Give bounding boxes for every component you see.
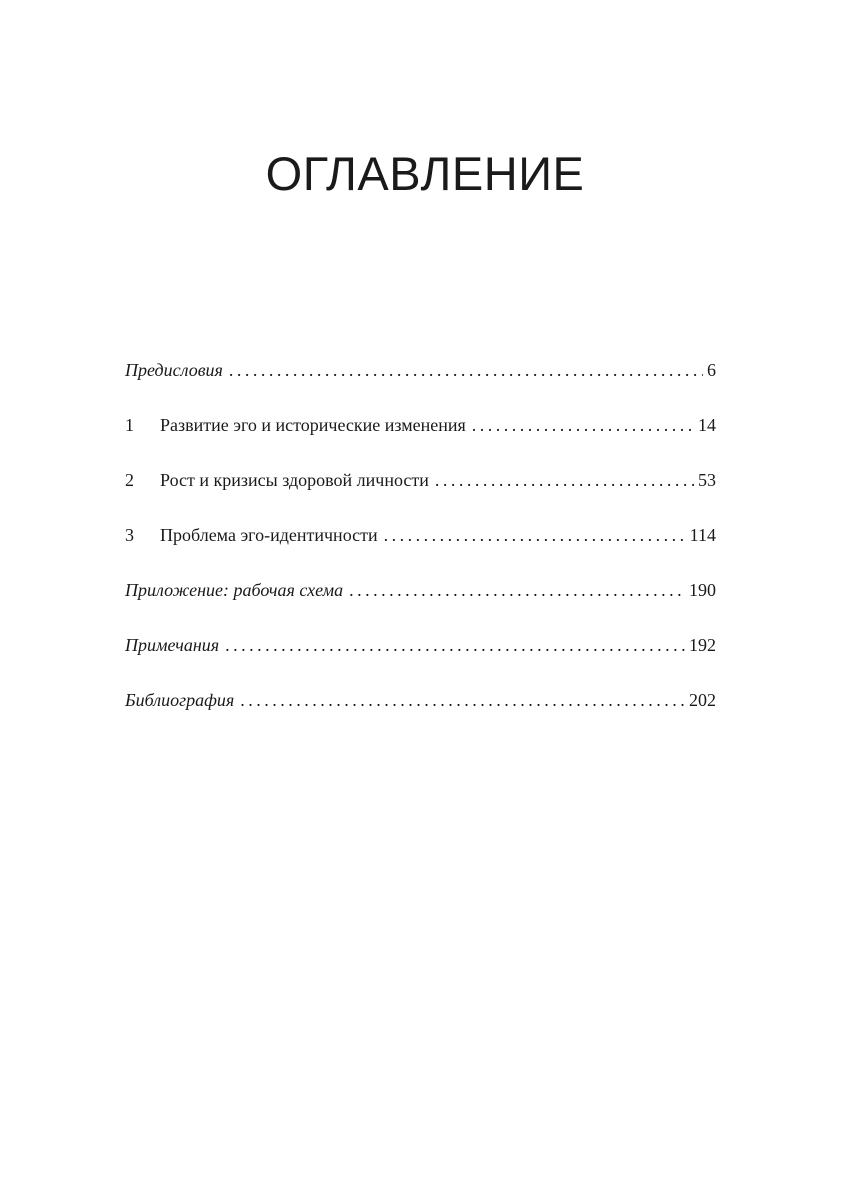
dot-leader [240, 685, 685, 715]
toc-entry-label: Библиография [125, 690, 235, 710]
dot-leader [472, 410, 694, 440]
toc-entry-number: 1 [125, 415, 134, 435]
toc-entry-page: 114 [689, 525, 716, 545]
page-title: ОГЛАВЛЕНИЕ [265, 147, 585, 200]
toc-entry-label: Рост и кризисы здоровой личности [160, 470, 429, 490]
toc-entry-label: Примечания [125, 635, 220, 655]
toc-entry-chapter-2 [125, 465, 716, 520]
toc-entry-label: Предисловия [125, 360, 223, 380]
toc-entry-page: 192 [689, 635, 716, 655]
toc-entry-page: 14 [698, 415, 716, 435]
toc-entry-label: Развитие эго и исторические изменения [160, 415, 466, 435]
toc-entry-page: 190 [689, 580, 716, 600]
toc-entry-label: Проблема эго-идентичности [160, 525, 378, 545]
toc-entry-number: 2 [125, 470, 134, 490]
toc-entry-page: 6 [707, 360, 716, 380]
toc-entry-page: 202 [689, 690, 716, 710]
toc-entry-number: 3 [125, 525, 134, 545]
toc-entry-chapter-1 [125, 410, 716, 465]
toc-entry-appendix [125, 575, 716, 630]
toc-entry-page: 53 [698, 470, 716, 490]
toc-entry-chapter-3 [125, 520, 716, 575]
toc-entry-notes [125, 630, 716, 685]
dot-leader [229, 355, 703, 385]
dot-leader [384, 520, 686, 550]
toc-entry-preface [125, 355, 716, 410]
table-of-contents [125, 355, 716, 740]
toc-entry-bibliography [125, 685, 716, 740]
dot-leader [225, 630, 685, 660]
dot-leader [349, 575, 685, 605]
dot-leader [435, 465, 694, 495]
toc-entry-label: Приложение: рабочая схема [125, 580, 344, 600]
